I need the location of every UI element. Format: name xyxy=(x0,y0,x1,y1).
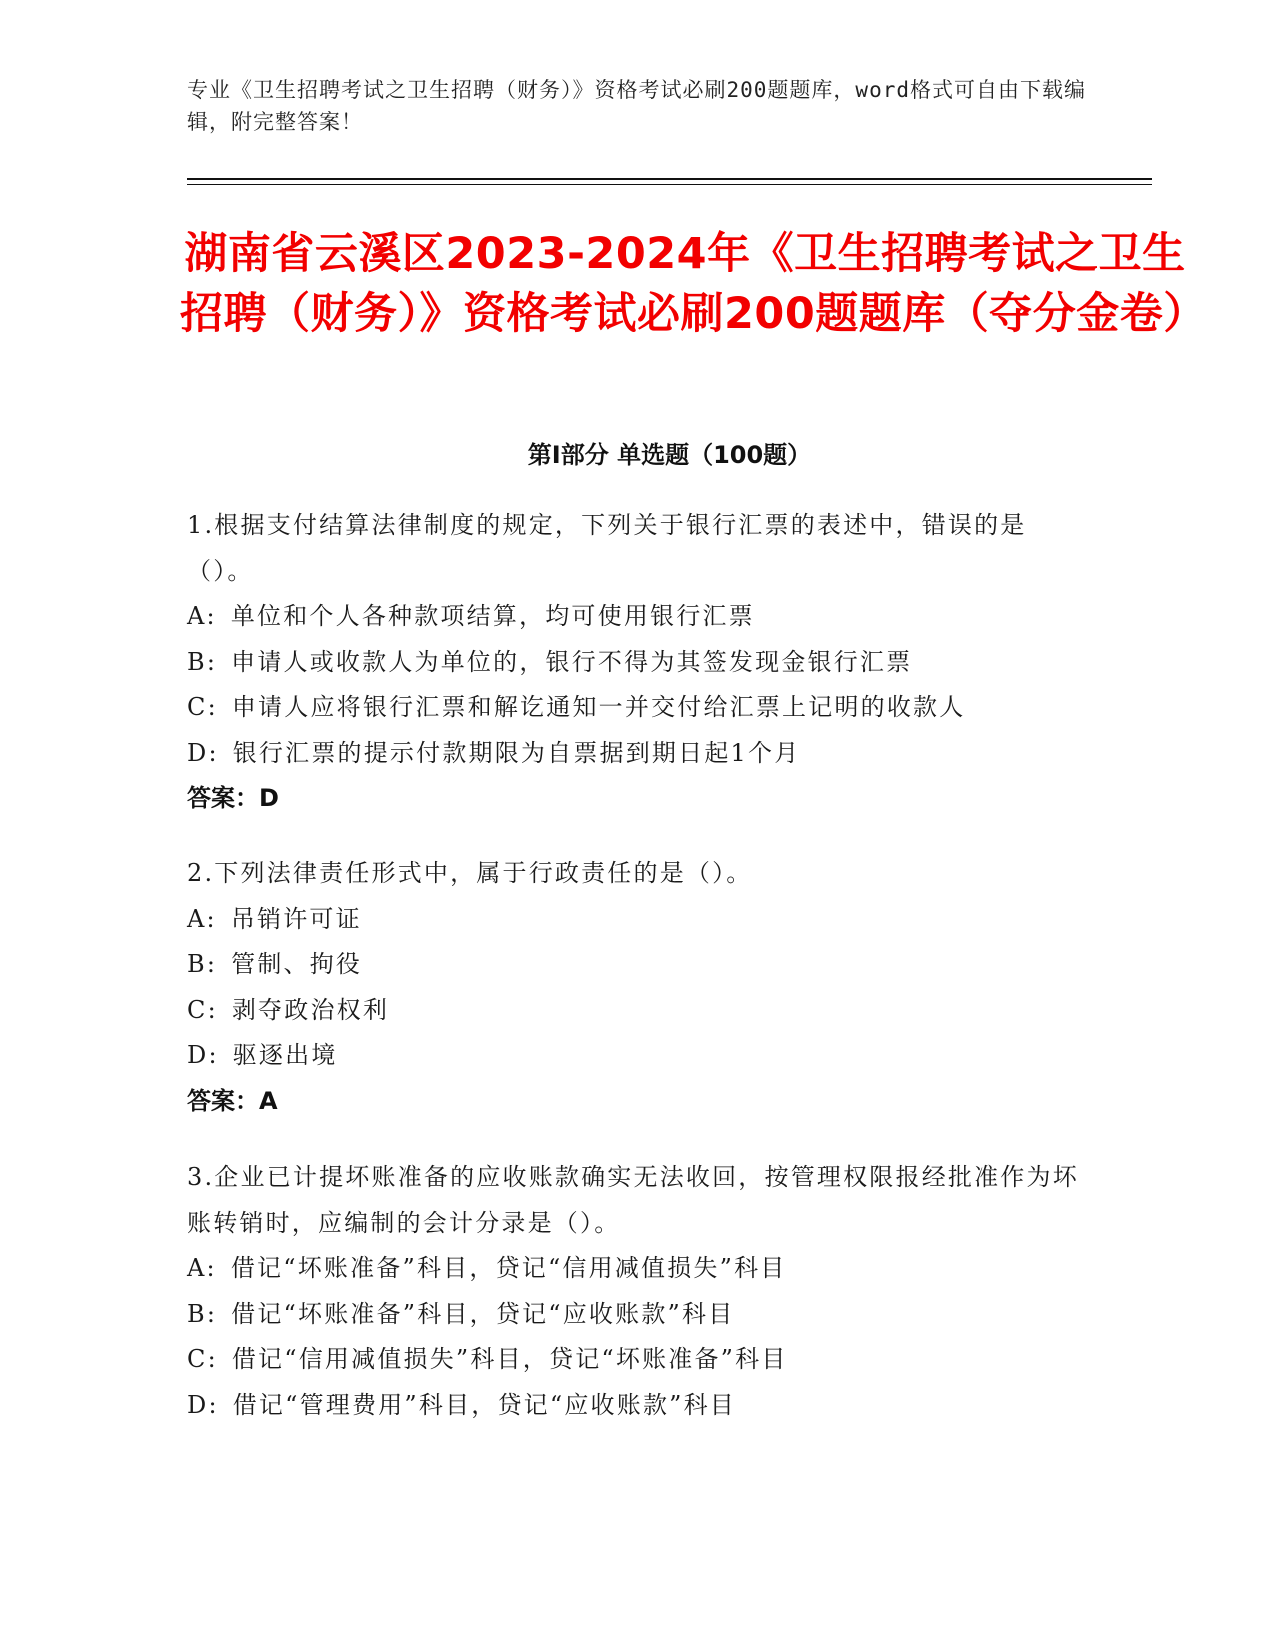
option-letter: C: xyxy=(187,693,218,721)
header-rule-thick xyxy=(187,178,1152,180)
option-letter: B: xyxy=(187,950,218,978)
header-rule-thin xyxy=(187,184,1152,185)
option-c xyxy=(187,685,1087,731)
header-note: 专业《卫生招聘考试之卫生招聘（财务）》资格考试必刷200题题库，word格式可自由下载编辑，附完整答案！ xyxy=(187,78,1086,134)
option-c xyxy=(187,988,1087,1034)
question-text: 3.企业已计提坏账准备的应收账款确实无法收回，按管理权限报经批准作为坏账转销时，应编制的会计分录是（）。 xyxy=(187,1163,1079,1237)
option-text: 申请人应将银行汇票和解讫通知一并交付给汇票上记明的收款人 xyxy=(231,693,966,721)
option-text: 借记“坏账准备”科目，贷记“应收账款”科目 xyxy=(231,1299,735,1328)
option-letter: D: xyxy=(187,1041,219,1069)
question-1 xyxy=(187,503,1087,822)
option-a xyxy=(187,594,1087,640)
option-b xyxy=(187,942,1087,988)
option-b xyxy=(187,640,1087,686)
option-c xyxy=(187,1337,1087,1383)
option-letter: D: xyxy=(187,1390,219,1419)
option-text: 剥夺政治权利 xyxy=(231,995,390,1024)
option-text: 驱逐出境 xyxy=(232,1041,338,1069)
option-text: 申请人或收款人为单位的，银行不得为其签发现金银行汇票 xyxy=(231,647,913,676)
option-b xyxy=(187,1292,1087,1338)
answer: 答案：D xyxy=(187,784,279,812)
option-d xyxy=(187,731,1087,777)
option-text: 借记“管理费用”科目，贷记“应收账款”科目 xyxy=(232,1390,737,1419)
option-text: 借记“信用减值损失”科目，贷记“坏账准备”科目 xyxy=(231,1345,788,1373)
option-letter: A: xyxy=(187,904,217,933)
question-2 xyxy=(187,851,1087,1124)
option-a xyxy=(187,897,1087,943)
option-letter: A: xyxy=(187,602,217,630)
question-text: 2.下列法律责任形式中，属于行政责任的是（）。 xyxy=(187,859,753,887)
option-text: 吊销许可证 xyxy=(230,904,362,933)
option-letter: D: xyxy=(187,738,219,767)
question-3 xyxy=(187,1155,1087,1428)
option-text: 管制、拘役 xyxy=(231,950,363,978)
answer: 答案：A xyxy=(187,1086,278,1115)
option-a xyxy=(187,1246,1087,1292)
option-text: 银行汇票的提示付款期限为自票据到期日起1个月 xyxy=(232,738,801,767)
option-letter: A: xyxy=(187,1254,217,1282)
option-letter: C: xyxy=(187,995,218,1024)
question-text: 1.根据支付结算法律制度的规定，下列关于银行汇票的表述中，错误的是（）。 xyxy=(187,511,1027,585)
option-letter: C: xyxy=(187,1345,218,1373)
option-letter: B: xyxy=(187,647,218,676)
option-letter: B: xyxy=(187,1299,218,1328)
option-d xyxy=(187,1383,1087,1429)
document-title: 湖南省云溪区2023-2024年《卫生招聘考试之卫生招聘（财务）》资格考试必刷200题题库（夺分金卷） xyxy=(180,229,1207,339)
option-text: 单位和个人各种款项结算，均可使用银行汇票 xyxy=(230,602,755,630)
option-text: 借记“坏账准备”科目，贷记“信用减值损失”科目 xyxy=(230,1254,787,1282)
option-d xyxy=(187,1033,1087,1079)
section-title: 第I部分 单选题（100题） xyxy=(527,441,812,469)
